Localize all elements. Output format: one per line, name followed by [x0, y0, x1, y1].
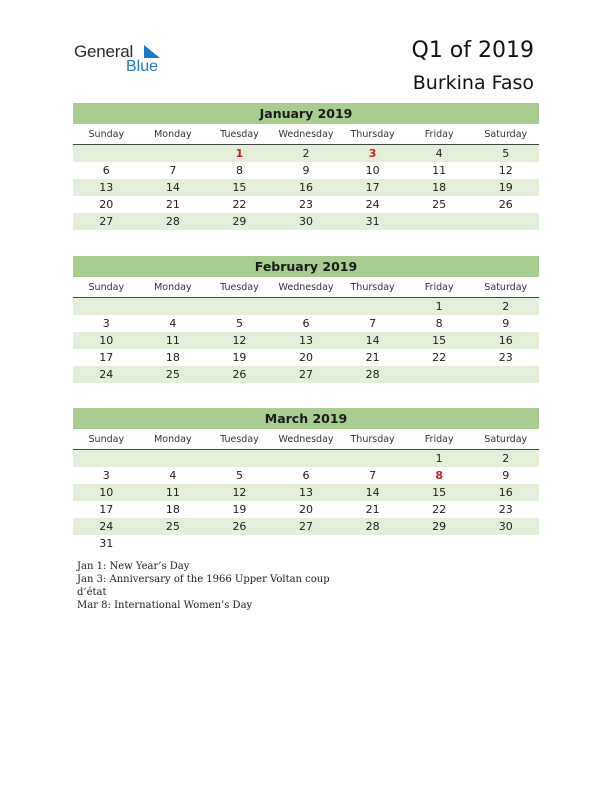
date-cell: 14 [165, 181, 180, 194]
date-cell [140, 535, 207, 552]
weekday-header-row [73, 127, 539, 145]
week-row [73, 145, 539, 162]
weekday-label: Monday [154, 434, 192, 445]
date-cell [73, 145, 140, 162]
page-title: Q1 of 2019 [411, 38, 534, 63]
date-cell: 28 [165, 215, 180, 228]
holiday-note: Jan 3: Anniversary of the 1966 Upper Voltan coup [77, 574, 330, 585]
date-cell: 10 [365, 164, 380, 177]
date-cell: 9 [302, 164, 310, 177]
date-cell: 31 [99, 537, 114, 550]
date-cell: 22 [432, 503, 447, 516]
date-cell: 20 [299, 503, 314, 516]
weekday-label: Saturday [484, 129, 528, 140]
date-cell: 9 [502, 469, 510, 482]
week-row [73, 501, 539, 518]
weekday-label: Monday [154, 282, 192, 293]
holiday-date-cell: 1 [235, 147, 244, 160]
weekday-label: Thursday [350, 282, 395, 293]
date-cell: 28 [365, 368, 380, 381]
holiday-notes [77, 560, 330, 612]
date-cell [472, 535, 539, 552]
week-row [73, 298, 539, 315]
date-cell: 13 [99, 181, 114, 194]
date-cell: 17 [99, 503, 114, 516]
week-row [73, 535, 539, 552]
date-cell: 16 [498, 486, 513, 499]
date-cell: 19 [232, 503, 247, 516]
date-cell: 11 [165, 334, 180, 347]
date-cell [73, 298, 140, 315]
date-cell [406, 366, 473, 383]
week-row [73, 332, 539, 349]
date-cell [206, 535, 273, 552]
weekday-label: Thursday [350, 434, 395, 445]
holiday-note: Jan 1: New Year’s Day [77, 561, 190, 572]
week-row [73, 179, 539, 196]
date-cell: 25 [165, 368, 180, 381]
date-cell: 7 [369, 317, 377, 330]
date-cell: 1 [435, 452, 443, 465]
date-cell: 19 [232, 351, 247, 364]
date-cell: 26 [232, 368, 247, 381]
date-cell: 18 [165, 351, 180, 364]
date-cell: 23 [498, 503, 513, 516]
date-cell: 20 [99, 198, 114, 211]
date-cell: 20 [299, 351, 314, 364]
date-cell: 6 [102, 164, 110, 177]
date-cell: 14 [365, 486, 380, 499]
date-cell: 22 [432, 351, 447, 364]
week-row [73, 213, 539, 230]
date-cell: 18 [165, 503, 180, 516]
month-january [73, 103, 539, 230]
date-cell: 10 [99, 334, 114, 347]
week-row [73, 196, 539, 213]
date-cell: 22 [232, 198, 247, 211]
holiday-note: d’état [77, 587, 107, 598]
date-cell: 7 [169, 164, 177, 177]
date-cell: 12 [498, 164, 513, 177]
date-cell [406, 213, 473, 230]
date-cell [339, 450, 406, 467]
month-title: March 2019 [73, 408, 539, 429]
date-cell: 23 [498, 351, 513, 364]
date-cell: 8 [435, 317, 443, 330]
logo-general-text: General [74, 42, 134, 61]
date-cell: 31 [365, 215, 380, 228]
weekday-label: Thursday [350, 129, 395, 140]
date-cell: 15 [432, 486, 447, 499]
week-row [73, 484, 539, 501]
month-march [73, 408, 539, 552]
holiday-date-cell: 8 [435, 469, 443, 482]
week-row [73, 518, 539, 535]
date-cell [140, 145, 207, 162]
country-name: Burkina Faso [412, 72, 534, 94]
weekday-header-row [73, 280, 539, 298]
date-cell: 25 [165, 520, 180, 533]
date-cell: 18 [432, 181, 447, 194]
date-cell: 2 [502, 452, 510, 465]
date-cell: 30 [299, 215, 314, 228]
date-cell: 8 [235, 164, 243, 177]
date-cell [73, 450, 140, 467]
date-cell: 15 [432, 334, 447, 347]
date-cell [273, 535, 340, 552]
date-cell: 6 [302, 317, 310, 330]
date-cell: 26 [498, 198, 513, 211]
date-cell: 27 [99, 215, 114, 228]
weekday-label: Sunday [88, 129, 125, 140]
date-cell: 4 [169, 469, 177, 482]
date-cell [406, 535, 473, 552]
date-cell: 4 [435, 147, 443, 160]
month-title: February 2019 [73, 256, 539, 277]
holiday-date-cell: 3 [368, 147, 377, 160]
weekday-label: Tuesday [220, 282, 259, 293]
weekday-label: Wednesday [278, 282, 334, 293]
date-cell: 16 [299, 181, 314, 194]
date-cell [273, 298, 340, 315]
weekday-label: Friday [424, 282, 454, 293]
date-cell: 29 [232, 215, 247, 228]
weekday-label: Tuesday [220, 129, 259, 140]
date-cell [206, 450, 273, 467]
week-row [73, 315, 539, 332]
date-cell [339, 535, 406, 552]
date-cell [472, 366, 539, 383]
date-cell: 5 [502, 147, 510, 160]
date-cell [472, 213, 539, 230]
month-february [73, 256, 539, 383]
date-cell: 6 [302, 469, 310, 482]
weekday-label: Wednesday [278, 129, 334, 140]
date-cell: 21 [365, 351, 380, 364]
date-cell: 1 [435, 300, 443, 313]
date-cell [206, 298, 273, 315]
date-cell: 2 [302, 147, 310, 160]
date-cell: 23 [299, 198, 314, 211]
date-cell: 28 [365, 520, 380, 533]
date-cell: 27 [299, 368, 314, 381]
date-cell: 21 [365, 503, 380, 516]
date-cell: 12 [232, 486, 247, 499]
date-cell: 17 [99, 351, 114, 364]
date-cell: 2 [502, 300, 510, 313]
date-cell: 25 [432, 198, 447, 211]
date-cell: 27 [299, 520, 314, 533]
date-cell: 15 [232, 181, 247, 194]
date-cell: 3 [102, 469, 110, 482]
date-cell [339, 298, 406, 315]
weekday-label: Wednesday [278, 434, 334, 445]
date-cell: 10 [99, 486, 114, 499]
weekday-label: Saturday [484, 434, 528, 445]
date-cell [140, 450, 207, 467]
date-cell: 5 [235, 317, 243, 330]
date-cell: 7 [369, 469, 377, 482]
week-row [73, 162, 539, 179]
week-row [73, 467, 539, 484]
date-cell: 29 [432, 520, 447, 533]
logo-blue-text: Blue [126, 58, 159, 75]
week-row [73, 349, 539, 366]
weekday-label: Friday [424, 434, 454, 445]
holiday-note: Mar 8: International Women’s Day [77, 600, 253, 611]
generalblue-logo [74, 42, 184, 78]
week-row [73, 366, 539, 383]
weekday-label: Saturday [484, 282, 528, 293]
date-cell: 9 [502, 317, 510, 330]
date-cell [140, 298, 207, 315]
date-cell: 16 [498, 334, 513, 347]
date-cell: 11 [432, 164, 447, 177]
date-cell: 24 [99, 520, 114, 533]
week-row [73, 450, 539, 467]
date-cell: 30 [498, 520, 513, 533]
weekday-label: Friday [424, 129, 454, 140]
date-cell [273, 450, 340, 467]
date-cell: 12 [232, 334, 247, 347]
date-cell: 11 [165, 486, 180, 499]
date-cell: 3 [102, 317, 110, 330]
date-cell: 14 [365, 334, 380, 347]
weekday-label: Sunday [88, 434, 125, 445]
month-title: January 2019 [73, 103, 539, 124]
weekday-header-row [73, 432, 539, 450]
date-cell: 19 [498, 181, 513, 194]
date-cell: 13 [299, 334, 314, 347]
date-cell: 13 [299, 486, 314, 499]
date-cell: 4 [169, 317, 177, 330]
date-cell: 24 [365, 198, 380, 211]
date-cell: 24 [99, 368, 114, 381]
date-cell: 21 [165, 198, 180, 211]
date-cell: 17 [365, 181, 380, 194]
weekday-label: Sunday [88, 282, 125, 293]
weekday-label: Tuesday [220, 434, 259, 445]
weekday-label: Monday [154, 129, 192, 140]
date-cell: 26 [232, 520, 247, 533]
date-cell: 5 [235, 469, 243, 482]
